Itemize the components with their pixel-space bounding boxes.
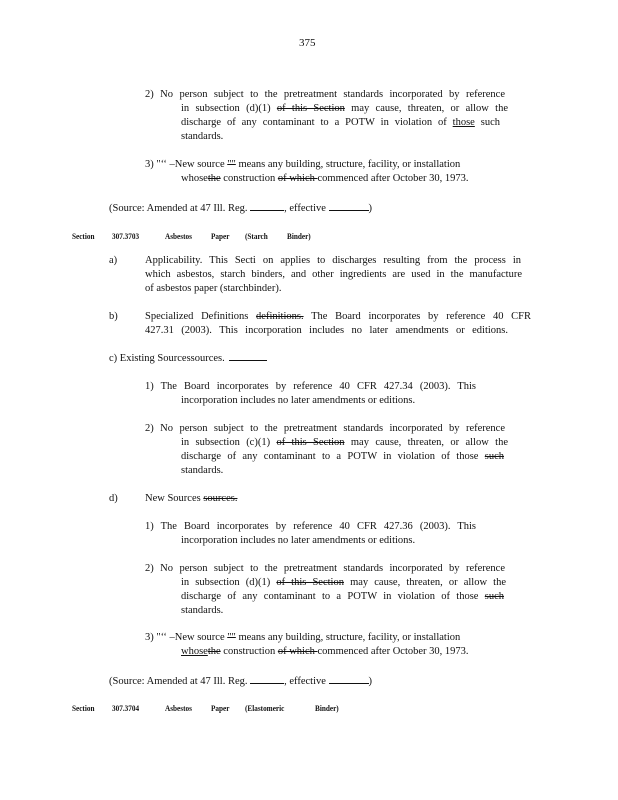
inserted-text: those (452, 117, 475, 128)
item2-line4: standards. (181, 131, 224, 142)
section-title-word: Binder) (287, 231, 311, 241)
item2-line2: in subsection (d)(1) of this Section may cause, threaten, or allow the (181, 103, 509, 114)
c-item2-line3: discharge of any contaminant to a POTW in violation of those such (181, 451, 504, 462)
blank-effective (329, 673, 369, 684)
item2-line3: discharge of any contaminant to a POTW in violation of those such (181, 117, 500, 128)
d-item2-line2: in subsection (d)(1) of this Section may cause, threaten, or allow the (181, 577, 507, 588)
para-a-marker: a) (109, 255, 118, 266)
section-number: 307.3703 (112, 231, 140, 241)
section-number: 307.3704 (112, 703, 140, 713)
d-item1-line1: 1) The Board incorporates by reference 40 CFR 427.36 (2003). This (145, 521, 476, 532)
c-item2-line2: in subsection (c)(1) of this Section may cause, threaten, or allow the (181, 437, 508, 448)
para-d-marker: d) (109, 493, 118, 504)
d-item3-line1: 3) "‘‘ –New source "" means any building, structure, facility, or installation (145, 632, 461, 643)
para-b-line2: 427.31 (2003). This incorporation includes no later amendments or editions. (145, 325, 508, 336)
source-note-2: (Source: Amended at 47 Ill. Reg. , effective ) (109, 673, 372, 689)
para-b-line1: Specialized Definitions definitions. The Board incorporates by reference 40 CFR (145, 311, 532, 322)
blank-effective (329, 200, 369, 211)
d-item2-line3: discharge of any contaminant to a POTW in violation of those such (181, 591, 504, 602)
c-item2-line1: 2) No person subject to the pretreatment standards incorporated by reference (145, 423, 505, 434)
section-title-word: Paper (211, 231, 230, 241)
para-a-line1: Applicability. This Secti on applies to discharges resulting from the process in (145, 255, 521, 266)
section-label: Section (72, 703, 95, 713)
c-item2-line4: standards. (181, 465, 224, 476)
item3-line2: whosethe construction of which commenced after October 30, 1973. (181, 173, 469, 184)
page-number: 375 (299, 37, 316, 49)
c-item1-line2: incorporation includes no later amendments or editions. (181, 395, 416, 406)
struck-text: of this Section (276, 103, 345, 114)
para-c-heading: c) Existing Sourcessources. (109, 352, 267, 366)
section-title-word: (Elastomeric (245, 703, 285, 713)
d-item2-line1: 2) No person subject to the pretreatment standards incorporated by reference (145, 563, 505, 574)
blank-reg (250, 673, 284, 684)
section-title-word: Paper (211, 703, 230, 713)
para-d-heading: New Sources sources. (145, 493, 238, 504)
section-title-word: Asbestos (165, 703, 192, 713)
blank-reg (250, 200, 284, 211)
section-title-word: (Starch (245, 231, 268, 241)
item3-line1: 3) "‘‘ –New source "" means any building, structure, facility, or installation (145, 159, 461, 170)
d-item3-line2: whosethe construction of which commenced after October 30, 1973. (181, 646, 469, 657)
para-a-line3: of asbestos paper (starchbinder). (145, 283, 282, 294)
section-title-word: Binder) (315, 703, 339, 713)
para-a-line2: which asbestos, starch binders, and other ingredients are used in the manufacture (145, 269, 522, 280)
section-title-word: Asbestos (165, 231, 192, 241)
section-label: Section (72, 231, 95, 241)
strike-rule (229, 352, 267, 361)
para-b-marker: b) (109, 311, 118, 322)
item2-line1: 2) No person subject to the pretreatment standards incorporated by reference (145, 89, 505, 100)
source-note: (Source: Amended at 47 Ill. Reg. , effective ) (109, 200, 372, 216)
d-item1-line2: incorporation includes no later amendments or editions. (181, 535, 416, 546)
d-item2-line4: standards. (181, 605, 224, 616)
c-item1-line1: 1) The Board incorporates by reference 40 CFR 427.34 (2003). This (145, 381, 476, 392)
